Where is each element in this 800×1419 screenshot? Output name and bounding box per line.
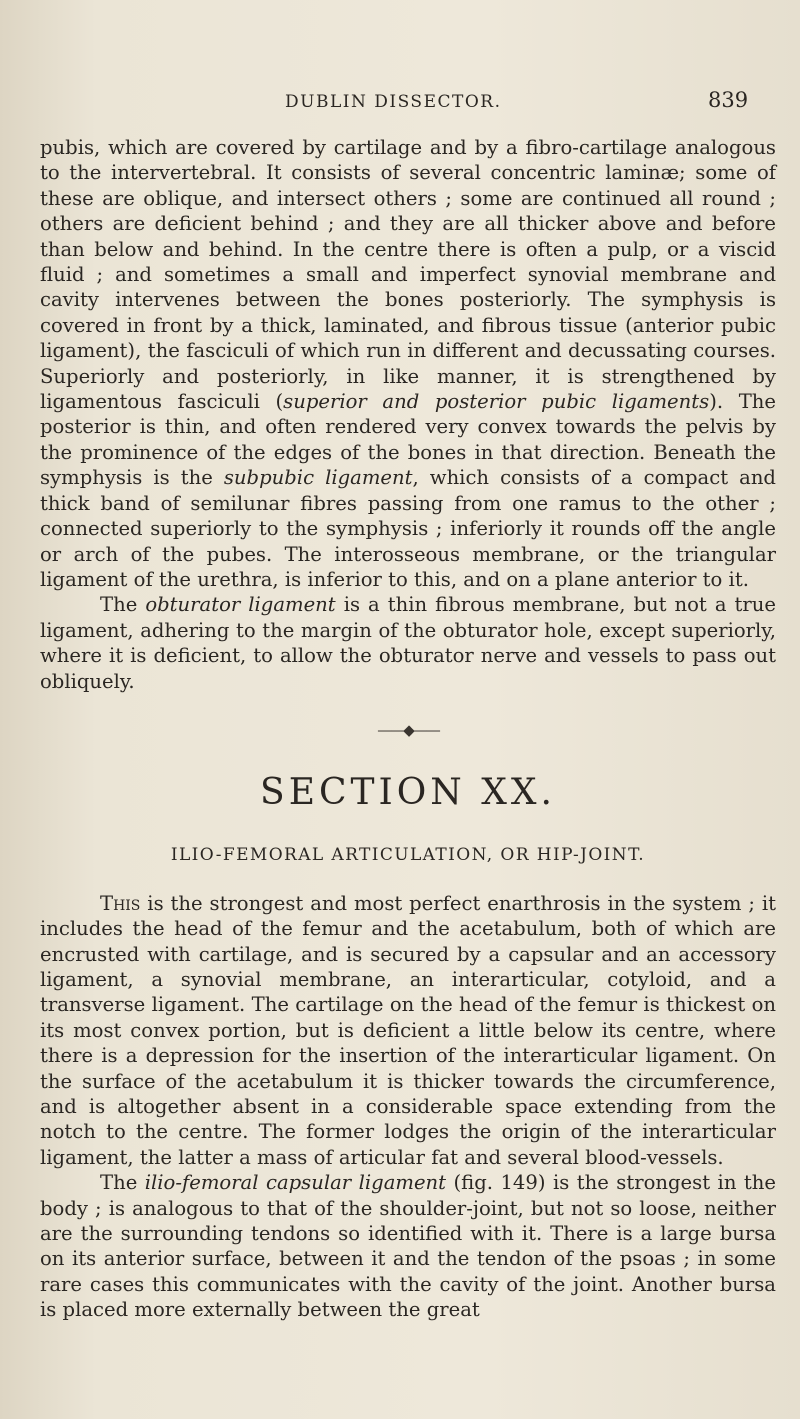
- paragraph-obturator-ligament: The obturator ligament is a thin fibrous membrane, but not a true ligament, adhering to the margin of the obturator hole, except superiorly, where it is deficient, to allow the obturator nerve and vessels to pass out obliquely.: [40, 593, 776, 693]
- italic-term: superior and posterior pubic ligaments: [283, 390, 710, 414]
- italic-term: subpubic ligament: [223, 466, 413, 490]
- section-heading: SECTION XX.: [260, 772, 556, 814]
- paragraph-hip-joint: [40, 891, 776, 1170]
- page-number: 839: [708, 88, 749, 112]
- paragraph-pubic-symphysis: pubis, which are covered by cartilage and by a fibro-cartilage analogous to the intervertebral. It consists of several concentric laminæ; some of these are oblique, and intersect others ; some are continued all round ; others are deficient behind ; and they are all thicker above and before than below and behind. In the centre there is often a pulp, or a viscid fluid ; and sometimes a small and imperfect synovial membrane and cavity intervenes between the bones posteriorly. The symphysis is covered in front by a thick, laminated, and fibrous tissue (anterior pubic ligament), the fasciculi of which run in different and decussating courses. Superiorly and posteriorly, in like manner, it is strengthened by ligamentous fasciculi (superior and posterior pubic ligaments). The posterior is thin, and often rendered very convex towards the pelvis by the prominence of the edges of the bones in that direction. Beneath the symphysis is the subpubic ligament, which consists of a compact and thick band of semilunar fibres passing from one ramus to the other ; connected superiorly to the symphysis ; inferiorly it rounds off the angle or arch of the pubes. The interosseous membrane, or the triangular ligament of the urethra, is inferior to this, and on a plane anterior to it.: [40, 136, 777, 591]
- page-body: [40, 135, 776, 1323]
- section-subheading: ILIO-FEMORAL ARTICULATION, OR HIP-JOINT.: [170, 845, 646, 866]
- paragraph-hip-joint-text: is the strongest and most perfect enarthrosis in the system ; it includes the head of the femur and the acetabulum, both of which are encrusted with cartilage, and is secured by a capsular and an accessory ligament, a synovial membrane, an interarticular, cotyloid, and a transverse ligament. The cartilage on the head of the femur is thickest on its most convex portion, but is deficient a little below its centre, where there is a depression for the insertion of the interarticular ligament. On the surface of the acetabulum it is thicker towards the circumference, and is altogether absent in a considerable space extending from the notch to the centre. The former lodges the origin of the interarticular ligament, the latter a mass of articular fat and several blood-vessels.: [40, 891, 776, 1169]
- section-divider-ornament: ——◆——: [377, 720, 439, 739]
- page-header: [0, 88, 800, 122]
- running-title: DUBLIN DISSECTOR.: [285, 92, 502, 112]
- paragraph-capsular-ligament: The ilio-femoral capsular ligament (fig. 149) is the strongest in the body ; is analogous to that of the shoulder-joint, but not so loose, neither are the surrounding tendons so identified with it. There is a large bursa on its anterior surface, between it and the tendon of the psoas ; in some rare cases this communicates with the cavity of the joint. Another bursa is placed more externally between the great: [40, 1171, 776, 1322]
- italic-term: obturator ligament: [145, 593, 336, 617]
- lead-word: This: [100, 891, 141, 915]
- italic-term: ilio-femoral capsular ligament: [144, 1171, 447, 1195]
